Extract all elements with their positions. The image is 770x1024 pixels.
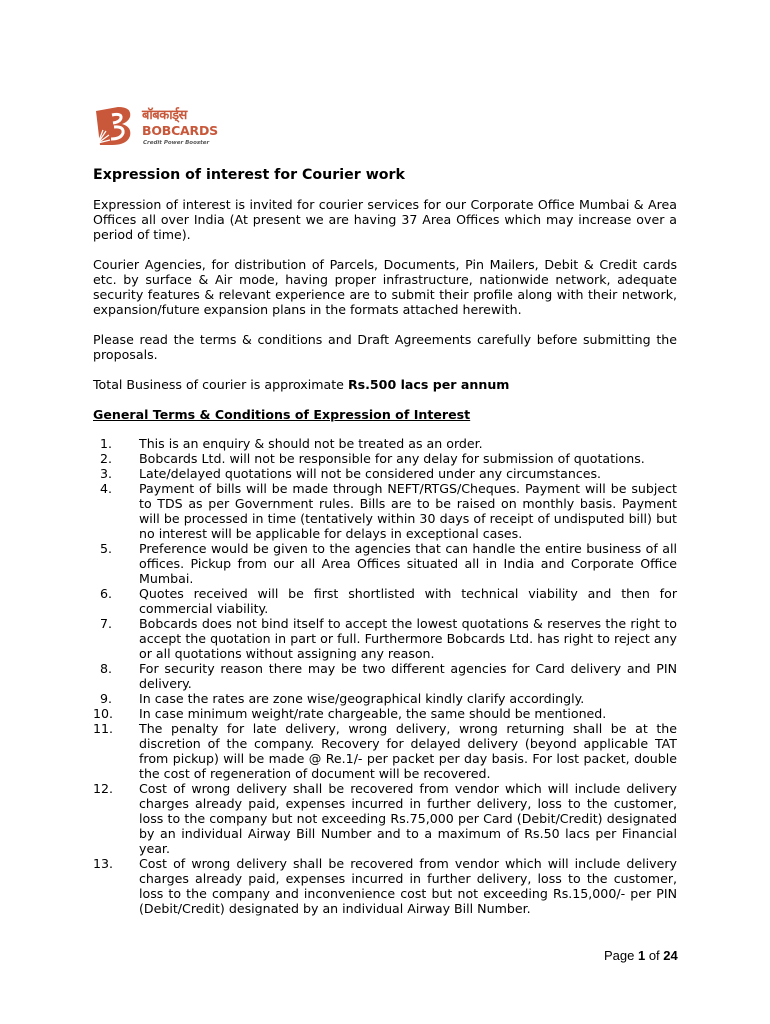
terms-list <box>93 436 677 916</box>
bobcards-b-logo-icon <box>92 103 136 147</box>
item-text: For security reason there may be two different agencies for Card delivery and PIN delivery. <box>139 661 677 691</box>
item-text: Bobcards Ltd. will not be responsible for any delay for submission of quotations. <box>139 451 645 466</box>
logo-brand-name: BOBCARDS <box>142 123 218 138</box>
total-business-prefix: Total Business of courier is approximate <box>93 377 348 392</box>
item-number: 12. <box>93 781 114 796</box>
instructions-paragraph: Please read the terms & conditions and Draft Agreements carefully before submitting the proposals. <box>93 332 677 362</box>
terms-list-item <box>93 466 677 481</box>
terms-list-item <box>93 481 677 541</box>
bobcards-logo <box>92 103 232 153</box>
item-text: Quotes received will be first shortlisted with technical viability and then for commercial viability. <box>139 586 677 616</box>
item-text: Late/delayed quotations will not be considered under any circumstances. <box>139 466 602 481</box>
item-number: 6. <box>100 586 113 601</box>
item-number: 7. <box>100 616 113 631</box>
item-text: Cost of wrong delivery shall be recovered from vendor which will include delivery charges already paid, expenses incurred in further delivery, loss to the customer, loss to the company and inconvenience cost but not exceeding Rs.15,000/- per PIN (Debit/Credit) designated by an individual Airway Bill Number. <box>139 856 677 916</box>
item-text: Bobcards does not bind itself to accept the lowest quotations & reserves the right to accept the quotation in part or full. Furthermore Bobcards Ltd. has right to reject any or all quotations without assigning any reason. <box>139 616 677 661</box>
terms-list-item <box>93 616 677 661</box>
terms-list-item <box>93 706 677 721</box>
item-number: 1. <box>100 436 113 451</box>
page-footer <box>604 948 678 963</box>
item-number: 5. <box>100 541 113 556</box>
item-text: In case minimum weight/rate chargeable, the same should be mentioned. <box>139 706 607 721</box>
terms-list-item <box>93 781 677 856</box>
item-text: Payment of bills will be made through NEFT/RTGS/Cheques. Payment will be subject to TDS as per Government rules. Bills are to be raised on monthly basis. Payment will be processed in time (tentatively within 30 days of receipt of undisputed bill) but no interest will be applicable for delays in exceptional cases. <box>139 481 677 541</box>
item-number: 13. <box>93 856 114 871</box>
item-number: 8. <box>100 661 113 676</box>
terms-list-item <box>93 541 677 586</box>
logo-hindi-text: बॉबकार्ड्स <box>142 108 187 123</box>
terms-list-item <box>93 856 677 916</box>
terms-list-item <box>93 661 677 691</box>
item-text: This is an enquiry & should not be treated as an order. <box>139 436 483 451</box>
terms-section-heading: General Terms & Conditions of Expression of Interest <box>93 407 471 422</box>
terms-list-item <box>93 436 677 451</box>
item-number: 2. <box>100 451 113 466</box>
item-number: 11. <box>93 721 114 736</box>
terms-list-item <box>93 586 677 616</box>
item-number: 4. <box>100 481 113 496</box>
document-body <box>93 166 677 916</box>
terms-list-item <box>93 721 677 781</box>
item-number: 3. <box>100 466 113 481</box>
current-page-number: 1 <box>637 948 646 963</box>
item-text: The penalty for late delivery, wrong delivery, wrong returning shall be at the discretion of the company. Recovery for delayed delivery (beyond applicable TAT from pickup) will be made @ Re.1/- per packet per day basis. For lost packet, double the cost of regeneration of document will be recovered. <box>139 721 677 781</box>
item-number: 9. <box>100 691 113 706</box>
of-label: of <box>645 948 664 963</box>
item-text: Preference would be given to the agencies that can handle the entire business of all offices. Pickup from our all Area Offices situated all in India and Corporate Office Mumbai. <box>139 541 677 586</box>
logo-tagline: Credit Power Booster <box>143 140 210 146</box>
total-business-value: Rs.500 lacs per annum <box>347 377 510 392</box>
terms-list-item <box>93 451 677 466</box>
intro-paragraph: Expression of interest is invited for courier services for our Corporate Office Mumbai & Area Offices all over India (At present we are having 37 Area Offices which may increase over a period of time). <box>93 197 677 242</box>
agencies-paragraph: Courier Agencies, for distribution of Parcels, Documents, Pin Mailers, Debit & Credit cards etc. by surface & Air mode, having proper infrastructure, nationwide network, adequate security features & relevant experience are to submit their profile along with their network, expansion/future expansion plans in the formats attached herewith. <box>93 257 677 317</box>
item-text: Cost of wrong delivery shall be recovered from vendor which will include delivery charges already paid, expenses incurred in further delivery, loss to the customer, loss to the company but not exceeding Rs.75,000 per Card (Debit/Credit) designated by an individual Airway Bill Number and to a maximum of Rs.50 lacs per Financial year. <box>139 781 677 856</box>
item-number: 10. <box>93 706 114 721</box>
total-pages: 24 <box>663 948 678 963</box>
page-label: Page <box>604 948 638 963</box>
terms-list-item <box>93 691 677 706</box>
item-text: In case the rates are zone wise/geographical kindly clarify accordingly. <box>139 691 585 706</box>
total-business-line <box>93 377 677 392</box>
document-title: Expression of interest for Courier work <box>93 167 405 183</box>
